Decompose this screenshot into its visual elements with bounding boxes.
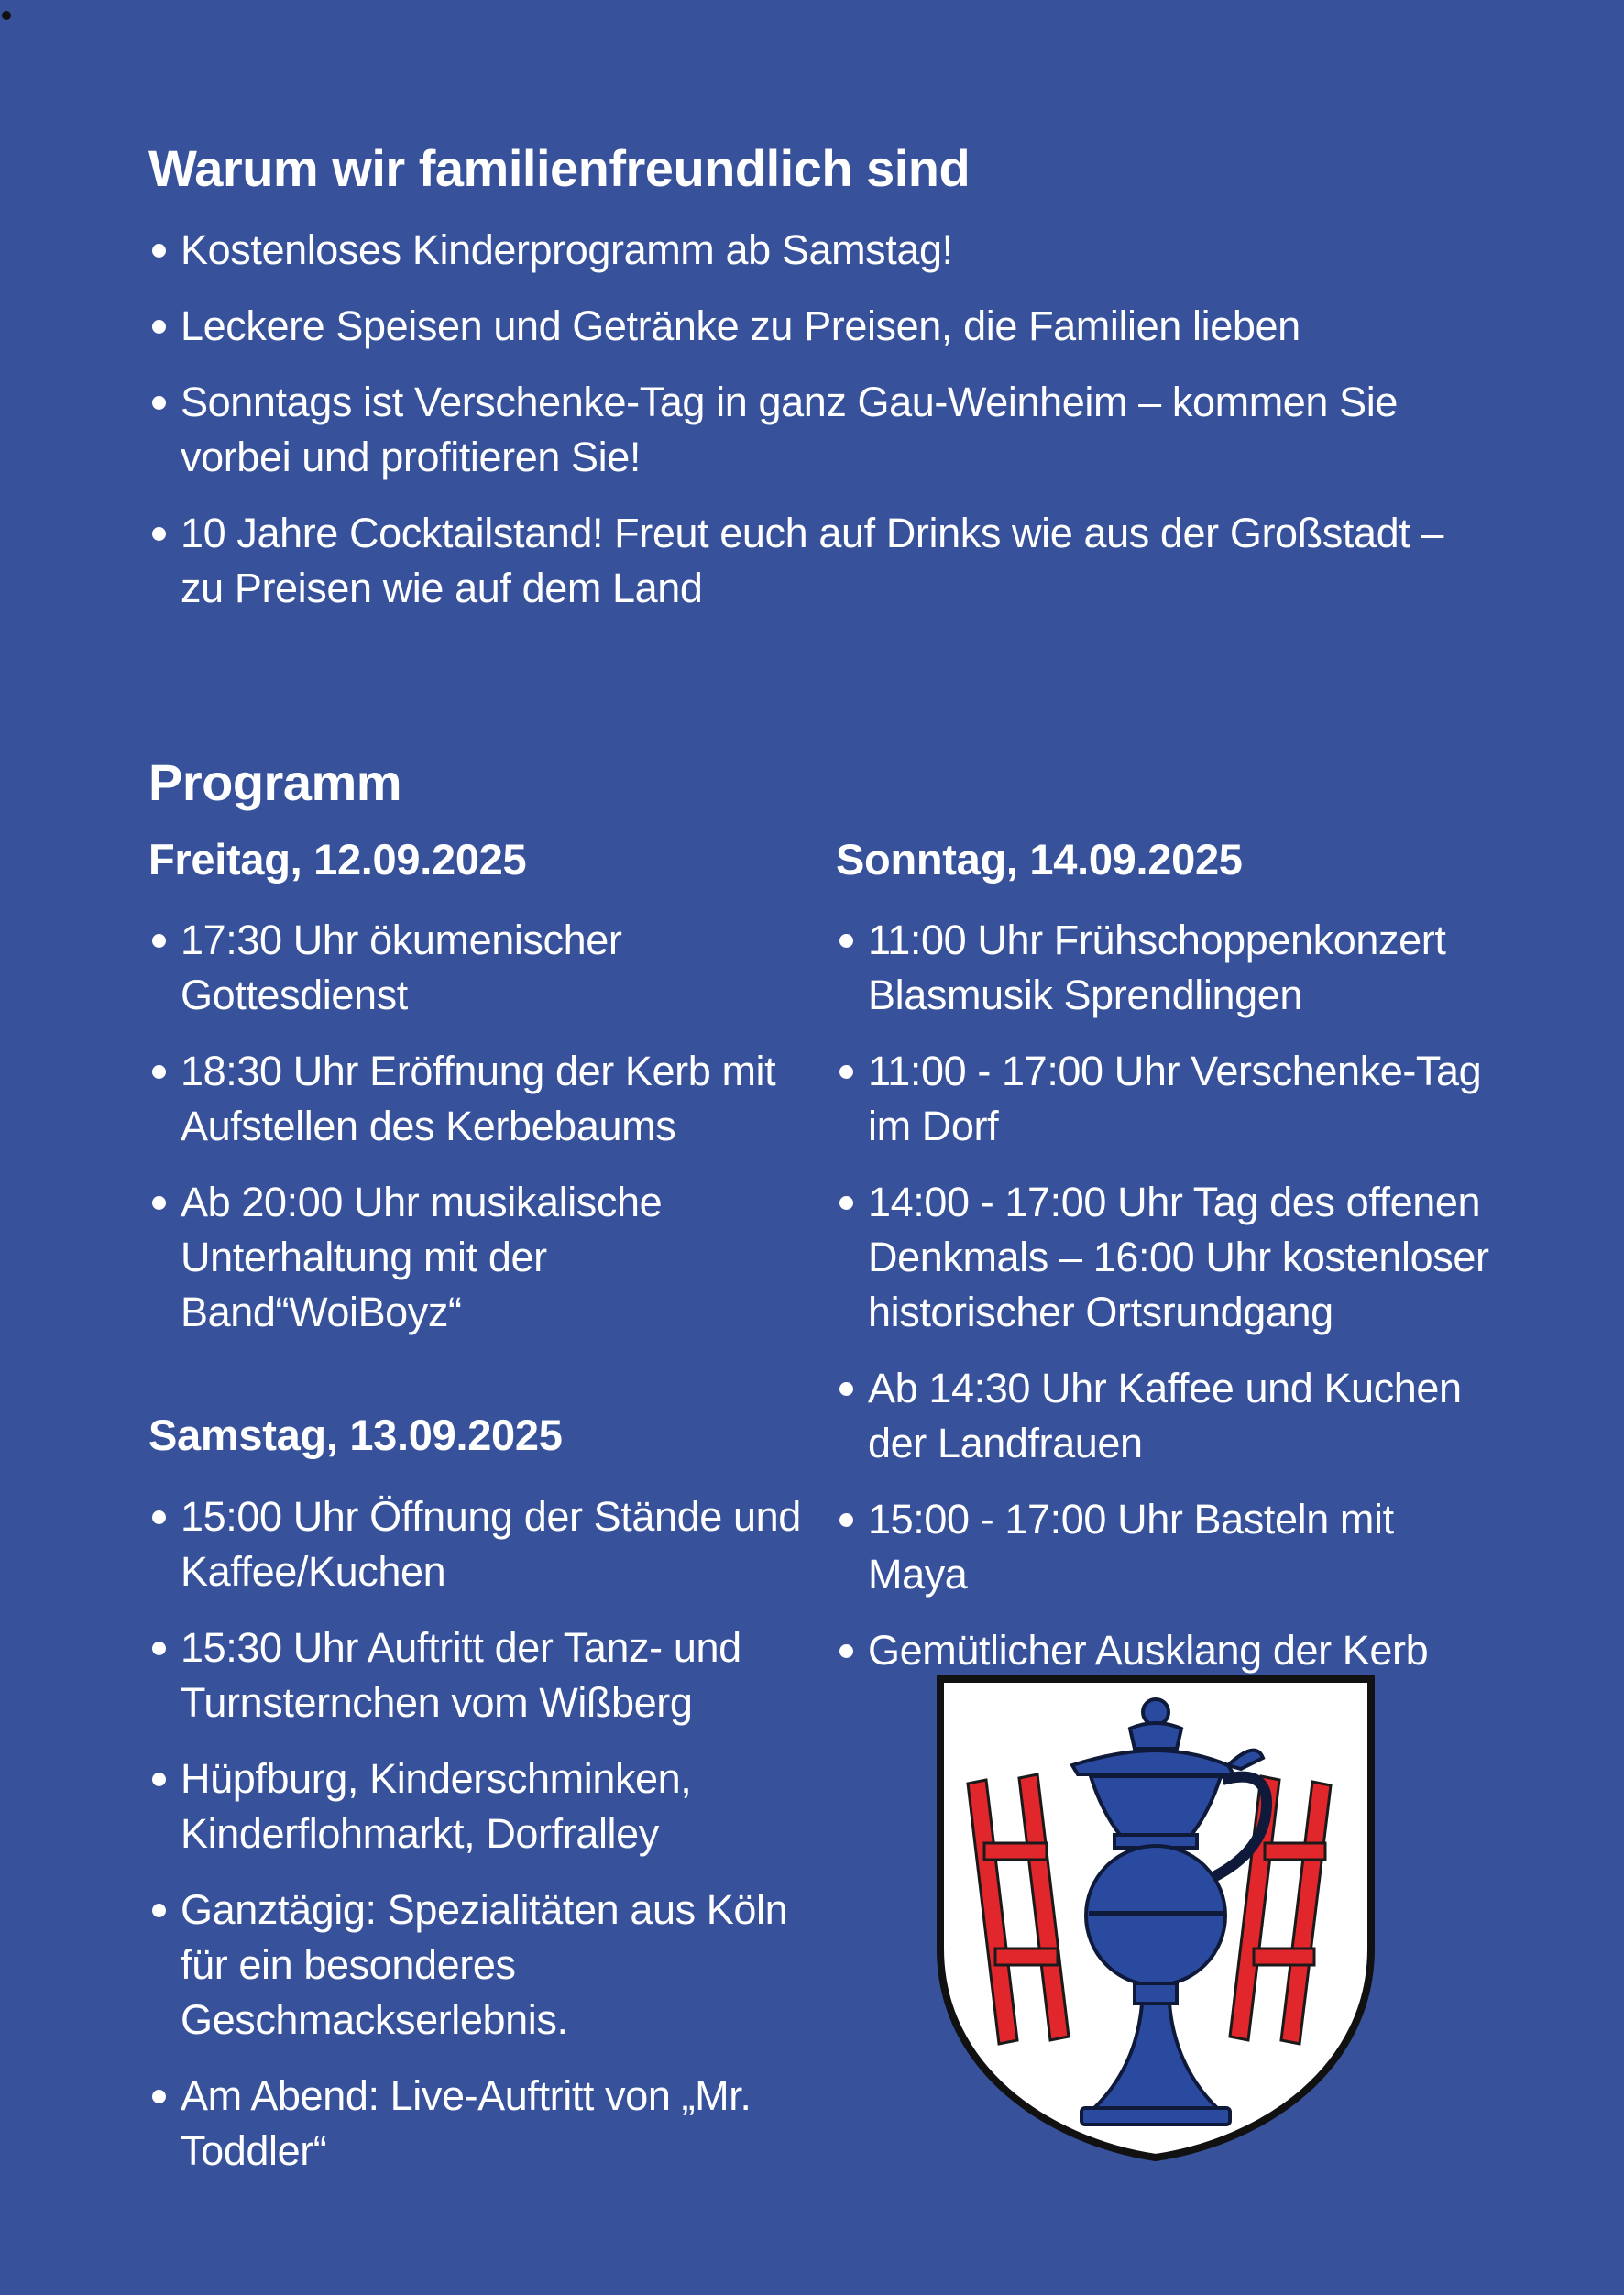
samstag-list [148, 1489, 808, 2179]
list-item: 15:00 Uhr Öffnung der Stände und Kaffee/Kuchen [148, 1489, 808, 1599]
corner-dot [2, 11, 11, 20]
list-item: Sonntags ist Verschenke-Tag in ganz Gau-Weinheim – kommen Sie vorbei und profitieren Sie! [148, 375, 1496, 485]
section-title: Warum wir familienfreundlich sind [148, 139, 971, 197]
list-item: Ab 14:30 Uhr Kaffee und Kuchen der Landfrauen [836, 1361, 1496, 1471]
list-item: 15:30 Uhr Auftritt der Tanz- und Turnsternchen vom Wißberg [148, 1620, 808, 1730]
list-item: 15:00 - 17:00 Uhr Basteln mit Maya [836, 1492, 1496, 1602]
list-item: Kostenloses Kinderprogramm ab Samstag! [148, 223, 1496, 278]
programm-title: Programm [148, 753, 402, 811]
family-friendly-section [148, 137, 1496, 637]
list-item: Ganztägig: Spezialitäten aus Köln für ein besonderes Geschmackserlebnis. [148, 1883, 808, 2048]
programm-right-column [836, 834, 1496, 1699]
list-item: 11:00 Uhr Frühschoppenkonzert Blasmusik Sprendlingen [836, 913, 1496, 1023]
list-item: 14:00 - 17:00 Uhr Tag des offenen Denkmals – 16:00 Uhr kostenloser historischer Ortsrundgang [836, 1175, 1496, 1340]
coat-of-arms-icon [935, 1674, 1377, 2163]
list-item: 11:00 - 17:00 Uhr Verschenke-Tag im Dorf [836, 1044, 1496, 1154]
list-item: Hüpfburg, Kinderschminken, Kinderflohmarkt, Dorfralley [148, 1751, 808, 1861]
list-item: Leckere Speisen und Getränke zu Preisen, die Familien lieben [148, 299, 1496, 354]
day-heading-samstag: Samstag, 13.09.2025 [148, 1411, 563, 1460]
list-item: 17:30 Uhr ökumenischer Gottesdienst [148, 913, 808, 1023]
list-item: 18:30 Uhr Eröffnung der Kerb mit Aufstellen des Kerbebaums [148, 1044, 808, 1154]
programm-left-column [148, 834, 808, 2200]
family-list [148, 223, 1496, 616]
list-item: Gemütlicher Ausklang der Kerb [836, 1623, 1496, 1678]
day-heading-sonntag: Sonntag, 14.09.2025 [836, 835, 1243, 884]
list-item: 10 Jahre Cocktailstand! Freut euch auf Drinks wie aus der Großstadt – zu Preisen wie auf dem Land [148, 506, 1496, 616]
sonntag-list [836, 913, 1496, 1678]
list-item: Ab 20:00 Uhr musikalische Unterhaltung mit der Band“WoiBoyz“ [148, 1175, 808, 1340]
list-item: Am Abend: Live-Auftritt von „Mr. Toddler“ [148, 2069, 808, 2179]
day-heading-freitag: Freitag, 12.09.2025 [148, 835, 527, 884]
freitag-list [148, 913, 808, 1340]
